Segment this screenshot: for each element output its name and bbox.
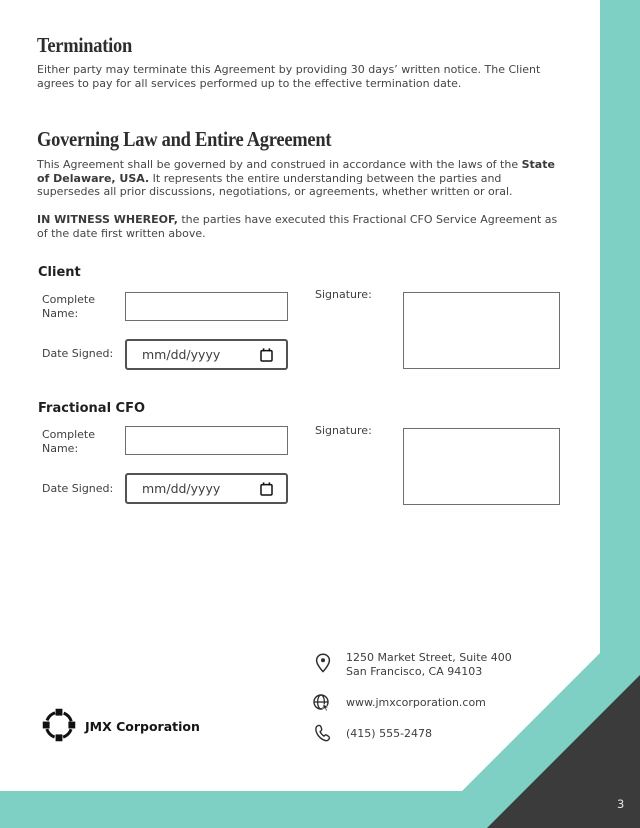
client-signature-label: Signature: xyxy=(315,288,372,301)
calendar-icon[interactable] xyxy=(260,348,273,362)
phone-icon xyxy=(313,723,331,743)
address-line-2: San Francisco, CA 94103 xyxy=(346,665,483,678)
governing-law-text-after: It represents the entire understanding between the parties and supersedes all prior discussions, negotiations, or agreements, whether written or oral. xyxy=(37,171,513,199)
client-date-signed-label: Date Signed: xyxy=(42,347,114,360)
jmx-logo-icon xyxy=(40,705,78,745)
location-pin-icon xyxy=(314,653,332,675)
governing-law-text: This Agreement shall be governed by and construed in accordance with the laws of the xyxy=(37,158,522,171)
client-section-title: Client xyxy=(38,265,81,280)
company-address xyxy=(346,651,512,679)
client-complete-name-input[interactable] xyxy=(125,292,288,321)
company-name: JMX Corporation xyxy=(85,719,200,734)
cfo-date-signed-label: Date Signed: xyxy=(42,482,114,495)
globe-cursor-icon xyxy=(312,693,332,713)
cfo-signature-label: Signature: xyxy=(315,424,372,437)
address-line-1: 1250 Market Street, Suite 400 xyxy=(346,651,512,664)
client-date-placeholder: mm/dd/yyyy xyxy=(142,347,221,362)
cfo-signature-box[interactable] xyxy=(403,428,560,505)
termination-paragraph: Either party may terminate this Agreement by providing 30 days’ written notice. The Client agrees to pay for all services performed up to the effective termination date. xyxy=(37,63,541,90)
cfo-date-placeholder: mm/dd/yyyy xyxy=(142,481,221,496)
cfo-date-input[interactable] xyxy=(125,473,288,504)
page-number: 3 xyxy=(617,797,625,811)
witness-rest: the parties have executed this Fractional CFO Service Agreement as of the date first written above. xyxy=(37,213,558,240)
termination-heading: Termination xyxy=(37,33,132,57)
company-website[interactable]: www.jmxcorporation.com xyxy=(346,696,486,709)
calendar-icon[interactable] xyxy=(260,482,273,496)
cfo-complete-name-input[interactable] xyxy=(125,426,288,455)
client-date-input[interactable] xyxy=(125,339,288,370)
cfo-complete-name-label: Complete Name: xyxy=(42,428,96,455)
company-phone: (415) 555-2478 xyxy=(346,727,433,740)
witness-paragraph xyxy=(37,213,559,240)
governing-law-heading: Governing Law and Entire Agreement xyxy=(37,127,332,151)
cfo-section-title: Fractional CFO xyxy=(38,401,146,416)
witness-lead: IN WITNESS WHEREOF, xyxy=(37,213,178,226)
client-complete-name-label: Complete Name: xyxy=(42,293,96,320)
client-signature-box[interactable] xyxy=(403,292,560,369)
governing-law-bold: State of Delaware, USA. xyxy=(37,158,555,185)
governing-law-paragraph xyxy=(37,158,556,199)
